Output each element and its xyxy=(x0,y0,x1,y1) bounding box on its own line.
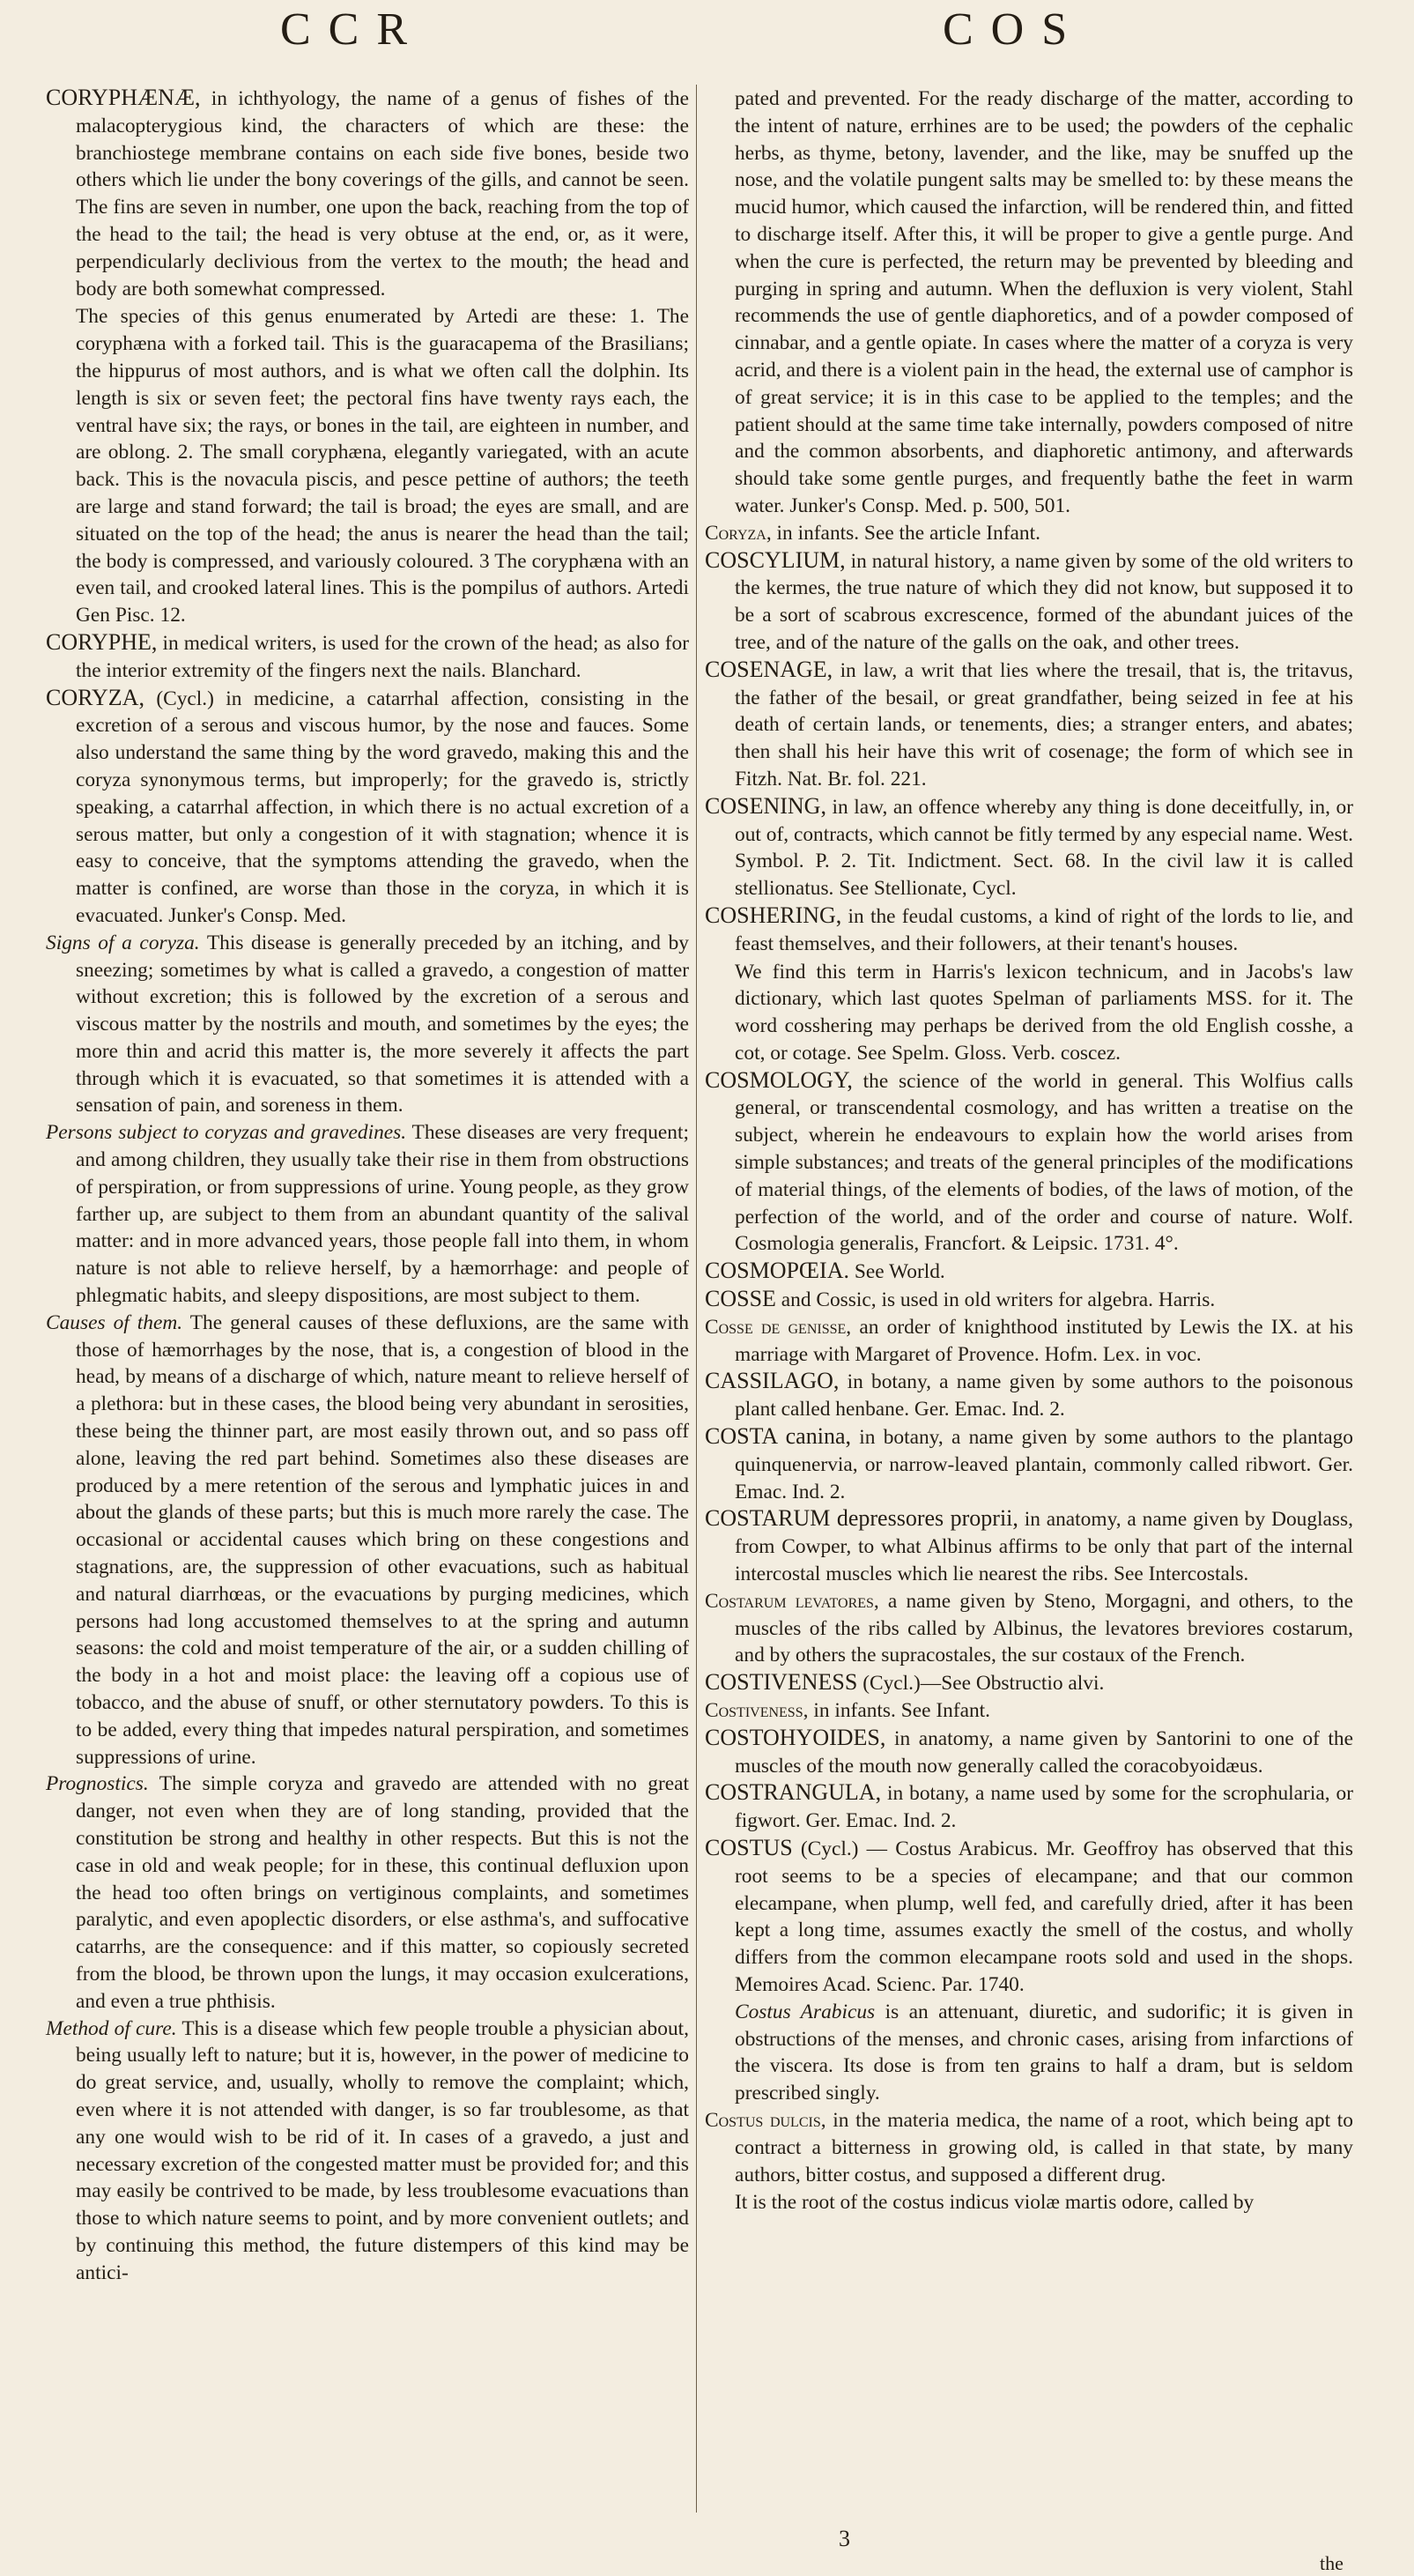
entry-coryza-cure: Method of cure. This is a disease which few people trouble a physician about, being usually left to nature; but it is, however, in the power of medicine to do great service, and, usually, wholly to remove the complaint; which, even where it is not attended with danger, is so far troublesome, as that any one would wish to be rid of it. In cases of a gravedo, a just and necessary excretion of the congested matter must be provided for; and this may easily be contrived to be made, by less troublesome evacuations than those to which nature seems to point, and by more convenient outlets; and by continuing this method, the future distempers of this kind may be antici- xyxy=(46,2016,689,2284)
entry-costarum-depressores: COSTARUM depressores proprii, in anatomy, a name given by Douglass, from Cowper, to what Albinus affirms to be only that part of the internal intercostal muscles which lie nearest the ribs. See Intercostals. xyxy=(705,1505,1353,1586)
entry-coshering-note: We find this term in Harris's lexicon technicum, and in Jacobs's law dictionary, which last quotes Spelman of parliaments MSS. for it. The word cosshering may perhaps be derived from the old English cosshe, a cot, or cotage. See Spelm. Gloss. Verb. coscez. xyxy=(735,960,1353,1065)
entry-costohyoides: COSTOHYOIDES, in anatomy, a name given by Santorini to one of the muscles of the mouth now generally called the coracobyoidæus. xyxy=(705,1724,1353,1778)
running-head-left: CCR xyxy=(280,4,426,55)
entry-coryza-infants: Coryza, in infants. See the article Infant. xyxy=(705,521,1040,545)
entry-costiveness: COSTIVENESS (Cycl.)—See Obstructio alvi. xyxy=(705,1669,1105,1696)
page-number: 3 xyxy=(839,2526,850,2551)
entry-coryza-signs: Signs of a coryza. This disease is generally preceded by an itching, and by sneezing; sometimes by what is called a gravedo, a congestion of matter without excretion; this is followed by the excretion of a serous and viscous matter by the nostrils and mouth, and sometimes by the eyes; the more thin and acrid this matter is, the more severely it affects the part through which it is evacuated, so that sometimes it is attended with a sensation of pain, and soreness in them. xyxy=(46,931,689,1117)
entry-cosse: COSSE and Cossic, is used in old writers for algebra. Harris. xyxy=(705,1286,1216,1312)
entry-costus-arabicus: Costus Arabicus is an attenuant, diuretic, and sudorific; it is given in obstructions of the menses, and chronic cases, arising from infarctions of the viscera. Its dose is from ten grains to half a dram, but is seldom prescribed singly. xyxy=(735,2000,1353,2105)
entry-coscylium: COSCYLIUM, in natural history, a name given by some of the old writers to the kermes, the true nature of which they did not know, but supposed it to be a sort of scabrous excrescence, formed of the abundant juices of the tree, and of the nature of the galls on the oak, and other trees. xyxy=(705,546,1353,654)
right-column xyxy=(705,85,1353,2216)
entry-coryphaenae: CORYPHÆNÆ, in ichthyology, the name of a genus of fishes of the malacopterygious kind, the characters of which are these: the branchiostege membrane contains on each side five bones, beside two others which lie under the bony coverings of the gills, and cannot be seen. The fins are seven in number, one upon the back, reaching from the top of the head to the tail; the head is very obtuse at the end, or, as it were, perpendicularly declivious from the vertex to the mouth; the head and body are both somewhat compressed. xyxy=(46,85,689,301)
entry-coryza-prognostics: Prognostics. The simple coryza and gravedo are attended with no great danger, not even when they are of long standing, provided that the constitution be strong and healthy in other respects. But this is not the case in old and weak people; for in these, this continual defluxion upon the head too often brings on vertiginous complaints, and sometimes paralytic, and even apoplectic disorders, or else asthma's, and suffocative catarrhs, are the consequence: and if this matter, so copiously secreted from the blood, be thrown upon the lungs, it may occasion exulcerations, and even a true phthisis. xyxy=(46,1772,689,2013)
entry-costus-dulcis-root: It is the root of the costus indicus violæ martis odore, called by xyxy=(735,2191,1255,2215)
entry-cosening: COSENING, in law, an offence whereby any thing is done deceitfully, in, or out of, contracts, which cannot be fitly termed by any especial name. West. Symbol. P. 2. Tit. Indictment. Sect. 68. In the civil law it is called stellionatus. See Stellionate, Cycl. xyxy=(705,792,1353,901)
entry-coryza-persons: Persons subject to coryzas and gravedines. These diseases are very frequent; and among children, they usually take their rise in them from obstructions of perspiration, or from suppressions of urine. Young people, as they grow farther up, are subject to them from an abundant quantity of the salival matter: and in more advanced years, those people fall into them, in whom nature is not able to relieve herself, by a hæmorrhage: and people of phlegmatic habits, and sleepy dispositions, are most subject to them. xyxy=(46,1121,689,1308)
entry-costarum-levatores: Costarum levatores, a name given by Steno, Morgagni, and others, to the muscles of the ribs called by Albinus, the levatores breviores costarum, and by others the supracostales, the sur costaux of the French. xyxy=(705,1589,1354,1667)
entry-cassilago: CASSILAGO, in botany, a name given by some authors to the poisonous plant called henbane. Ger. Emac. Ind. 2. xyxy=(705,1368,1353,1422)
entry-coryza-causes: Causes of them. The general causes of these defluxions, are the same with those of hæmorrhages by the nose, that is, a congestion of blood in the head, by means of a discharge of which, nature meant to relieve herself of a plethora: but in these cases, the blood being very abundant in serosities, these being the thinner part, are most easily thrown out, and so pass off alone, leaving the red part behind. Sometimes also these diseases are produced by a mere retention of the serous and lymphatic juices in and about the glands of these parts; but this is much more rarely the case. The occasional or accidental causes which bring on these congestions and stagnations, are, the suppression of other evacuations, such as habitual and natural diarrhœas, or the evacuations by purging medicines, which persons had long accustomed themselves to at the spring and autumn seasons: the cold and moist temperature of the air, or a sudden chilling of the body in a hot and moist place: the leaving off a copious use of tobacco, and the abuse of snuff, or other sternutatory powders. To this is to be added, every thing that impedes natural perspiration, and sometimes suppressions of urine. xyxy=(46,1310,689,1769)
entry-costa-canina: COSTA canina, in botany, a name given by some authors to the plantago quinquenervia, or narrow-leaved plantain, commonly called ribwort. Ger. Emac. Ind. 2. xyxy=(705,1423,1353,1503)
left-column xyxy=(46,85,689,2287)
catchword: the xyxy=(1320,2552,1344,2574)
entry-costus-dulcis: Costus dulcis, in the materia medica, the name of a root, which being apt to contract a bitterness in growing old, is called in that state, by many authors, bitter costus, and supposed a different drug. xyxy=(705,2108,1353,2186)
entry-costrangula: COSTRANGULA, in botany, a name used by some for the scrophularia, or figwort. Ger. Emac. Ind. 2. xyxy=(705,1779,1353,1833)
entry-coryphaenae-species: The species of this genus enumerated by Artedi are these: 1. The coryphæna with a forked tail. This is the guaracapema of the Brasilians; the hippurus of most authors, and is what we often call the dolphin. Its length is six or seven feet; the pectoral fins have twenty rays each, the ventral have six; the rays, or bones in the tail, are eighteen in number, and are oblong. 2. The small coryphæna, elegantly variegated, with an acute back. This is the novacula piscis, and pesce pettine of authors; the teeth are large and stand forward; the tail is broad; the eyes are small, and are situated on the top of the head; the anus is nearer the head than the tail; the body is compressed, and variously coloured. 3 The coryphæna with an even tail, and crooked lateral lines. This is the pompilus of authors. Artedi Gen Pisc. 12. xyxy=(76,305,689,627)
entry-cosmopoeia: COSMOPŒIA. See World. xyxy=(705,1258,945,1284)
entry-cosmology: COSMOLOGY, the science of the world in general. This Wolfius calls general, or transcendental cosmology, and has written a treatise on the subject, wherein he endeavours to explain how the world arises from simple substances; and treats of the general principles of the modifications of material things, of the elements of bodies, of the laws of motion, of the perfection of the world, and of the order and course of nature. Wolf. Cosmologia generalis, Francfort. & Leipsic. 1731. 4°. xyxy=(705,1066,1353,1256)
entry-coryza: CORYZA, (Cycl.) in medicine, a catarrhal affection, consisting in the excretion of a serous and viscous humor, by the nose and fauces. Some also understand the same thing by the word gravedo, making this and the coryza synonymous terms, but improperly; for the gravedo is, strictly speaking, a catarrhal affection, in which there is no actual excretion of a serous matter, but only a congestion of it with stagnation; whence it is easy to conceive, that the symptoms attending the gravedo, when the matter is confined, are worse than those in the coryza, in which it is evacuated. Junker's Consp. Med. xyxy=(46,684,689,927)
entry-coryza-continued: pated and prevented. For the ready discharge of the matter, according to the intent of nature, errhines are to be used; the powders of the cephalic herbs, as thyme, betony, lavender, and the like, may be snuffed up the nose, and the volatile pungent salts may be smelled to: by these means the mucid humor, which caused the infarction, will be rendered thin, and fitted to discharge itself. After this, it will be proper to give a gentle purge. And when the cure is perfected, the return may be prevented by bleeding and purging in spring and autumn. When the defluxion is very violent, Stahl recommends the use of gentle diaphoretics, and of a powder composed of cinnabar, and a gentle opiate. In cases where the matter of a coryza is very acrid, and there is a violent pain in the head, the external use of camphor is of great service; it is in this case to be applied to the temples; and the patient should at the same time take internally, powders composed of nitre and the common absorbents, and diaphoretic antimony, and afterwards should take some gentle purges, and frequently bathe the feet in warm water. Junker's Consp. Med. p. 500, 501. xyxy=(735,87,1353,517)
entry-coshering: COSHERING, in the feudal customs, a kind of right of the lords to lie, and feast themselves, and their followers, at their tenant's houses. xyxy=(705,902,1353,955)
entry-cosse-de-genisse: Cosse de genisse, an order of knighthood instituted by Lewis the IX. at his marriage with Margaret of Provence. Hofm. Lex. in voc. xyxy=(705,1315,1353,1366)
entry-cosenage: COSENAGE, in law, a writ that lies where the tresail, that is, the tritavus, the father of the besail, or great grandfather, being seized in fee at his death of certain lands, or tenements, dies; a stranger enters, and abates; then shall his heir have this writ of cosenage; the form of which see in Fitzh. Nat. Br. fol. 221. xyxy=(705,656,1353,791)
entry-costiveness-infants: Costiveness, in infants. See Infant. xyxy=(705,1699,991,1723)
running-head-right: COS xyxy=(943,4,1085,55)
entry-coryphe: CORYPHE, in medical writers, is used for the crown of the head; as also for the interior extremity of the fingers next the nails. Blanchard. xyxy=(46,628,689,682)
entry-costus: COSTUS (Cycl.) — Costus Arabicus. Mr. Geoffroy has observed that this root seems to be a species of elecampane; and that our common elecampane, when plump, well fed, and carefully dried, after it has been kept a long time, assumes exactly the smell of the costus, and wholly differs from the common elecampane roots sold and used in the shops. Memoires Acad. Scienc. Par. 1740. xyxy=(705,1835,1353,1996)
column-rule xyxy=(696,85,697,2513)
